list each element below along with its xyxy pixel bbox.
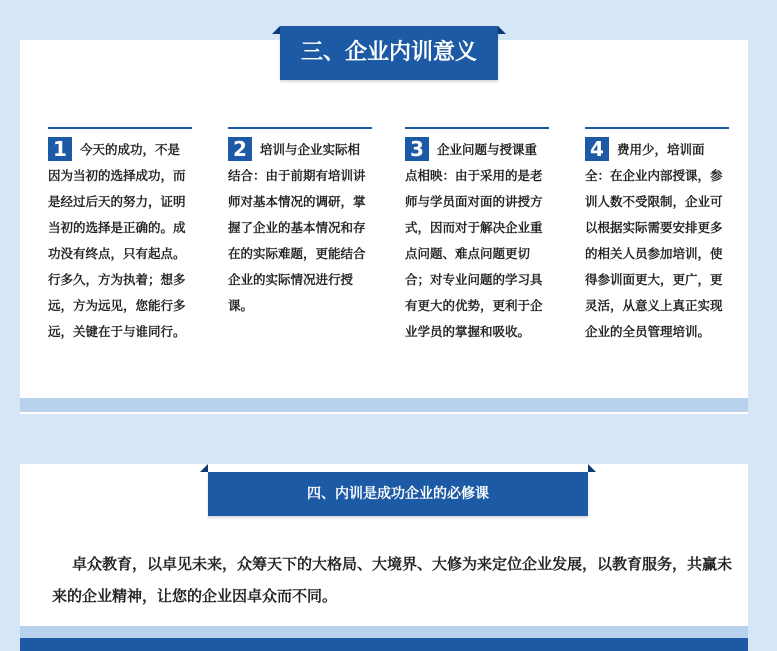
section4-paragraph: [52, 548, 732, 612]
item-2: [228, 127, 372, 319]
item-text: 今天的成功，不是因为当初的选择成功，而是经过后天的努力，证明当初的选择是正确的。成功没有终点，只有起点。行多久，方为执着；想多远，方为远见，您能行多远，关键在于与谁同行。: [48, 142, 186, 339]
banner-fold-right: [498, 26, 506, 34]
item-text: 企业问题与授课重点相映：由于采用的是老师与学员面对面的讲授方式，因而对于解决企业重点问题、难点问题更切合；对专业问题的学习具有更大的优势，更利于企业学员的掌握和吸收。: [405, 142, 543, 339]
item-1: [48, 127, 192, 345]
section4-bottom-stripe: [20, 626, 748, 638]
item-number: 1: [48, 137, 72, 161]
section4-bottom-bar: [20, 638, 748, 651]
section4-title: 四、内训是成功企业的必修课: [208, 472, 588, 516]
banner-fold-left: [200, 464, 208, 472]
item-number: 3: [405, 137, 429, 161]
banner-fold-left: [272, 26, 280, 34]
item-text: 培训与企业实际相结合：由于前期有培训讲师对基本情况的调研，掌握了企业的基本情况和存在的实际难题，更能结合企业的实际情况进行授课。: [228, 142, 366, 313]
item-rule: [228, 127, 372, 129]
item-number: 2: [228, 137, 252, 161]
item-number: 4: [585, 137, 609, 161]
item-4: [585, 127, 729, 345]
section3-title: 三、企业内训意义: [280, 26, 498, 80]
item-3: [405, 127, 549, 345]
section3-bottom-stripe: [20, 398, 748, 412]
item-rule: [405, 127, 549, 129]
banner-fold-right: [588, 464, 596, 472]
section4-text: 卓众教育，以卓见未来，众筹天下的大格局、大境界、大修为来定位企业发展，以教育服务，共赢未来的企业精神，让您的企业因卓众而不同。: [52, 555, 733, 605]
item-text: 费用少，培训面全：在企业内部授课，参训人数不受限制，企业可以根据实际需要安排更多的相关人员参加培训，使得参训面更大，更广，更灵活，从意义上真正实现企业的全员管理培训。: [585, 142, 723, 339]
item-rule: [585, 127, 729, 129]
item-rule: [48, 127, 192, 129]
